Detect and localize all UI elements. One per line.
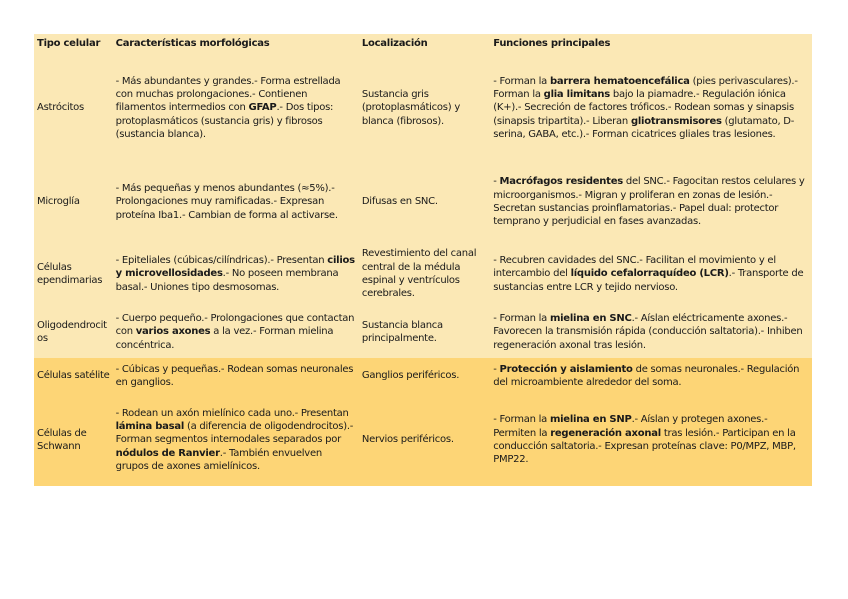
table-row [34, 162, 812, 242]
cell-functions: - Forman la mielina en SNP.- Aíslan y protegen axones.- Permiten la regeneración axonal tras lesión.- Participan en la conducción saltatoria.- Expresan proteínas clave: P0/MPZ, MBP, PMP22. [493, 414, 796, 466]
table-row [34, 394, 812, 486]
cell-location: Sustancia blanca principalmente. [361, 319, 443, 344]
table-row [34, 54, 812, 162]
cell-type-name: Células satélite [37, 370, 110, 382]
table-row [34, 358, 812, 394]
cell-location: Difusas en SNC. [361, 196, 438, 208]
header-row [34, 34, 812, 54]
cell-functions: - Forman la barrera hematoencefálica (pies perivasculares).- Forman la glia limitans bajo la piamadre.- Regulación iónica (K+).- Secreción de factores tróficos.- Rodean somas y sinapsis (sinapsis tripartita).- Liberan gliotransmisores (glutamato, D-serina, GABA, etc.).- Forman cicatrices gliales tras lesiones. [493, 75, 798, 140]
cell-type-name: Células de Schwann [37, 427, 87, 452]
cell-functions: - Macrófagos residentes del SNC.- Fagocitan restos celulares y microorganismos.- Migran y proliferan en zonas de lesión.- Secretan sustancias proinflamatorias.- Papel dual: protector temprano y perjudicial en fases avanzadas. [493, 176, 805, 228]
header-cell-morphology: Características morfológicas [115, 38, 270, 50]
header-cell-location: Localización [361, 38, 428, 50]
cell-location: Nervios periféricos. [361, 434, 454, 446]
cell-location: Ganglios periféricos. [361, 370, 460, 382]
header-cell-functions: Funciones principales [493, 38, 611, 50]
cell-morphology: - Más abundantes y grandes.- Forma estrellada con muchas prolongaciones.- Contienen filamentos intermedios con GFAP.- Dos tipos: protoplasmáticos (sustancia gris) y fibrosos (sustancia blanca). [115, 75, 341, 140]
cell-morphology: - Más pequeñas y menos abundantes (≈5%).- Prolongaciones muy ramificadas.- Expresan proteína Iba1.- Cambian de forma al activarse. [115, 183, 338, 221]
cell-morphology: - Cuerpo pequeño.- Prolongaciones que contactan con varios axones a la vez.- Forman mielina concéntrica. [115, 313, 355, 351]
cell-type-name: Oligodendrocitos [37, 319, 107, 344]
cell-morphology: - Cúbicas y pequeñas.- Rodean somas neuronales en ganglios. [115, 363, 354, 388]
cell-morphology: - Epiteliales (cúbicas/cilíndricas).- Presentan cilios y microvellosidades.- No poseen membrana basal.- Uniones tipo desmosomas. [115, 255, 355, 293]
cell-functions: - Protección y aislamiento de somas neuronales.- Regulación del microambiente alrededor del soma. [493, 363, 800, 388]
cell-type-name: Astrócitos [37, 102, 85, 114]
header-cell-type: Tipo celular [37, 38, 101, 50]
cell-functions: - Recubren cavidades del SNC.- Facilitan el movimiento y el intercambio del líquido cefalorraquídeo (LCR).- Transporte de sustancias entre LCR y tejido nervioso. [493, 255, 804, 293]
cell-type-name: Microglía [37, 196, 80, 208]
table-row [34, 306, 812, 358]
cell-type-name: Células ependimarias [37, 261, 103, 286]
table-row [34, 242, 812, 306]
cell-types-table [34, 34, 812, 486]
cell-location: Sustancia gris (protoplasmáticos) y blanca (fibrosos). [361, 89, 460, 127]
cell-functions: - Forman la mielina en SNC.- Aíslan eléctricamente axones.- Favorecen la transmisión rápida (conducción saltatoria).- Inhiben regeneración axonal tras lesión. [493, 313, 803, 351]
cell-location: Revestimiento del canal central de la médula espinal y ventrículos cerebrales. [361, 248, 477, 300]
cell-morphology: - Rodean un axón mielínico cada uno.- Presentan lámina basal (a diferencia de oligodendrocitos).- Forman segmentos internodales separados por nódulos de Ranvier.- También envuelven grupos de axones amielínicos. [115, 407, 354, 472]
